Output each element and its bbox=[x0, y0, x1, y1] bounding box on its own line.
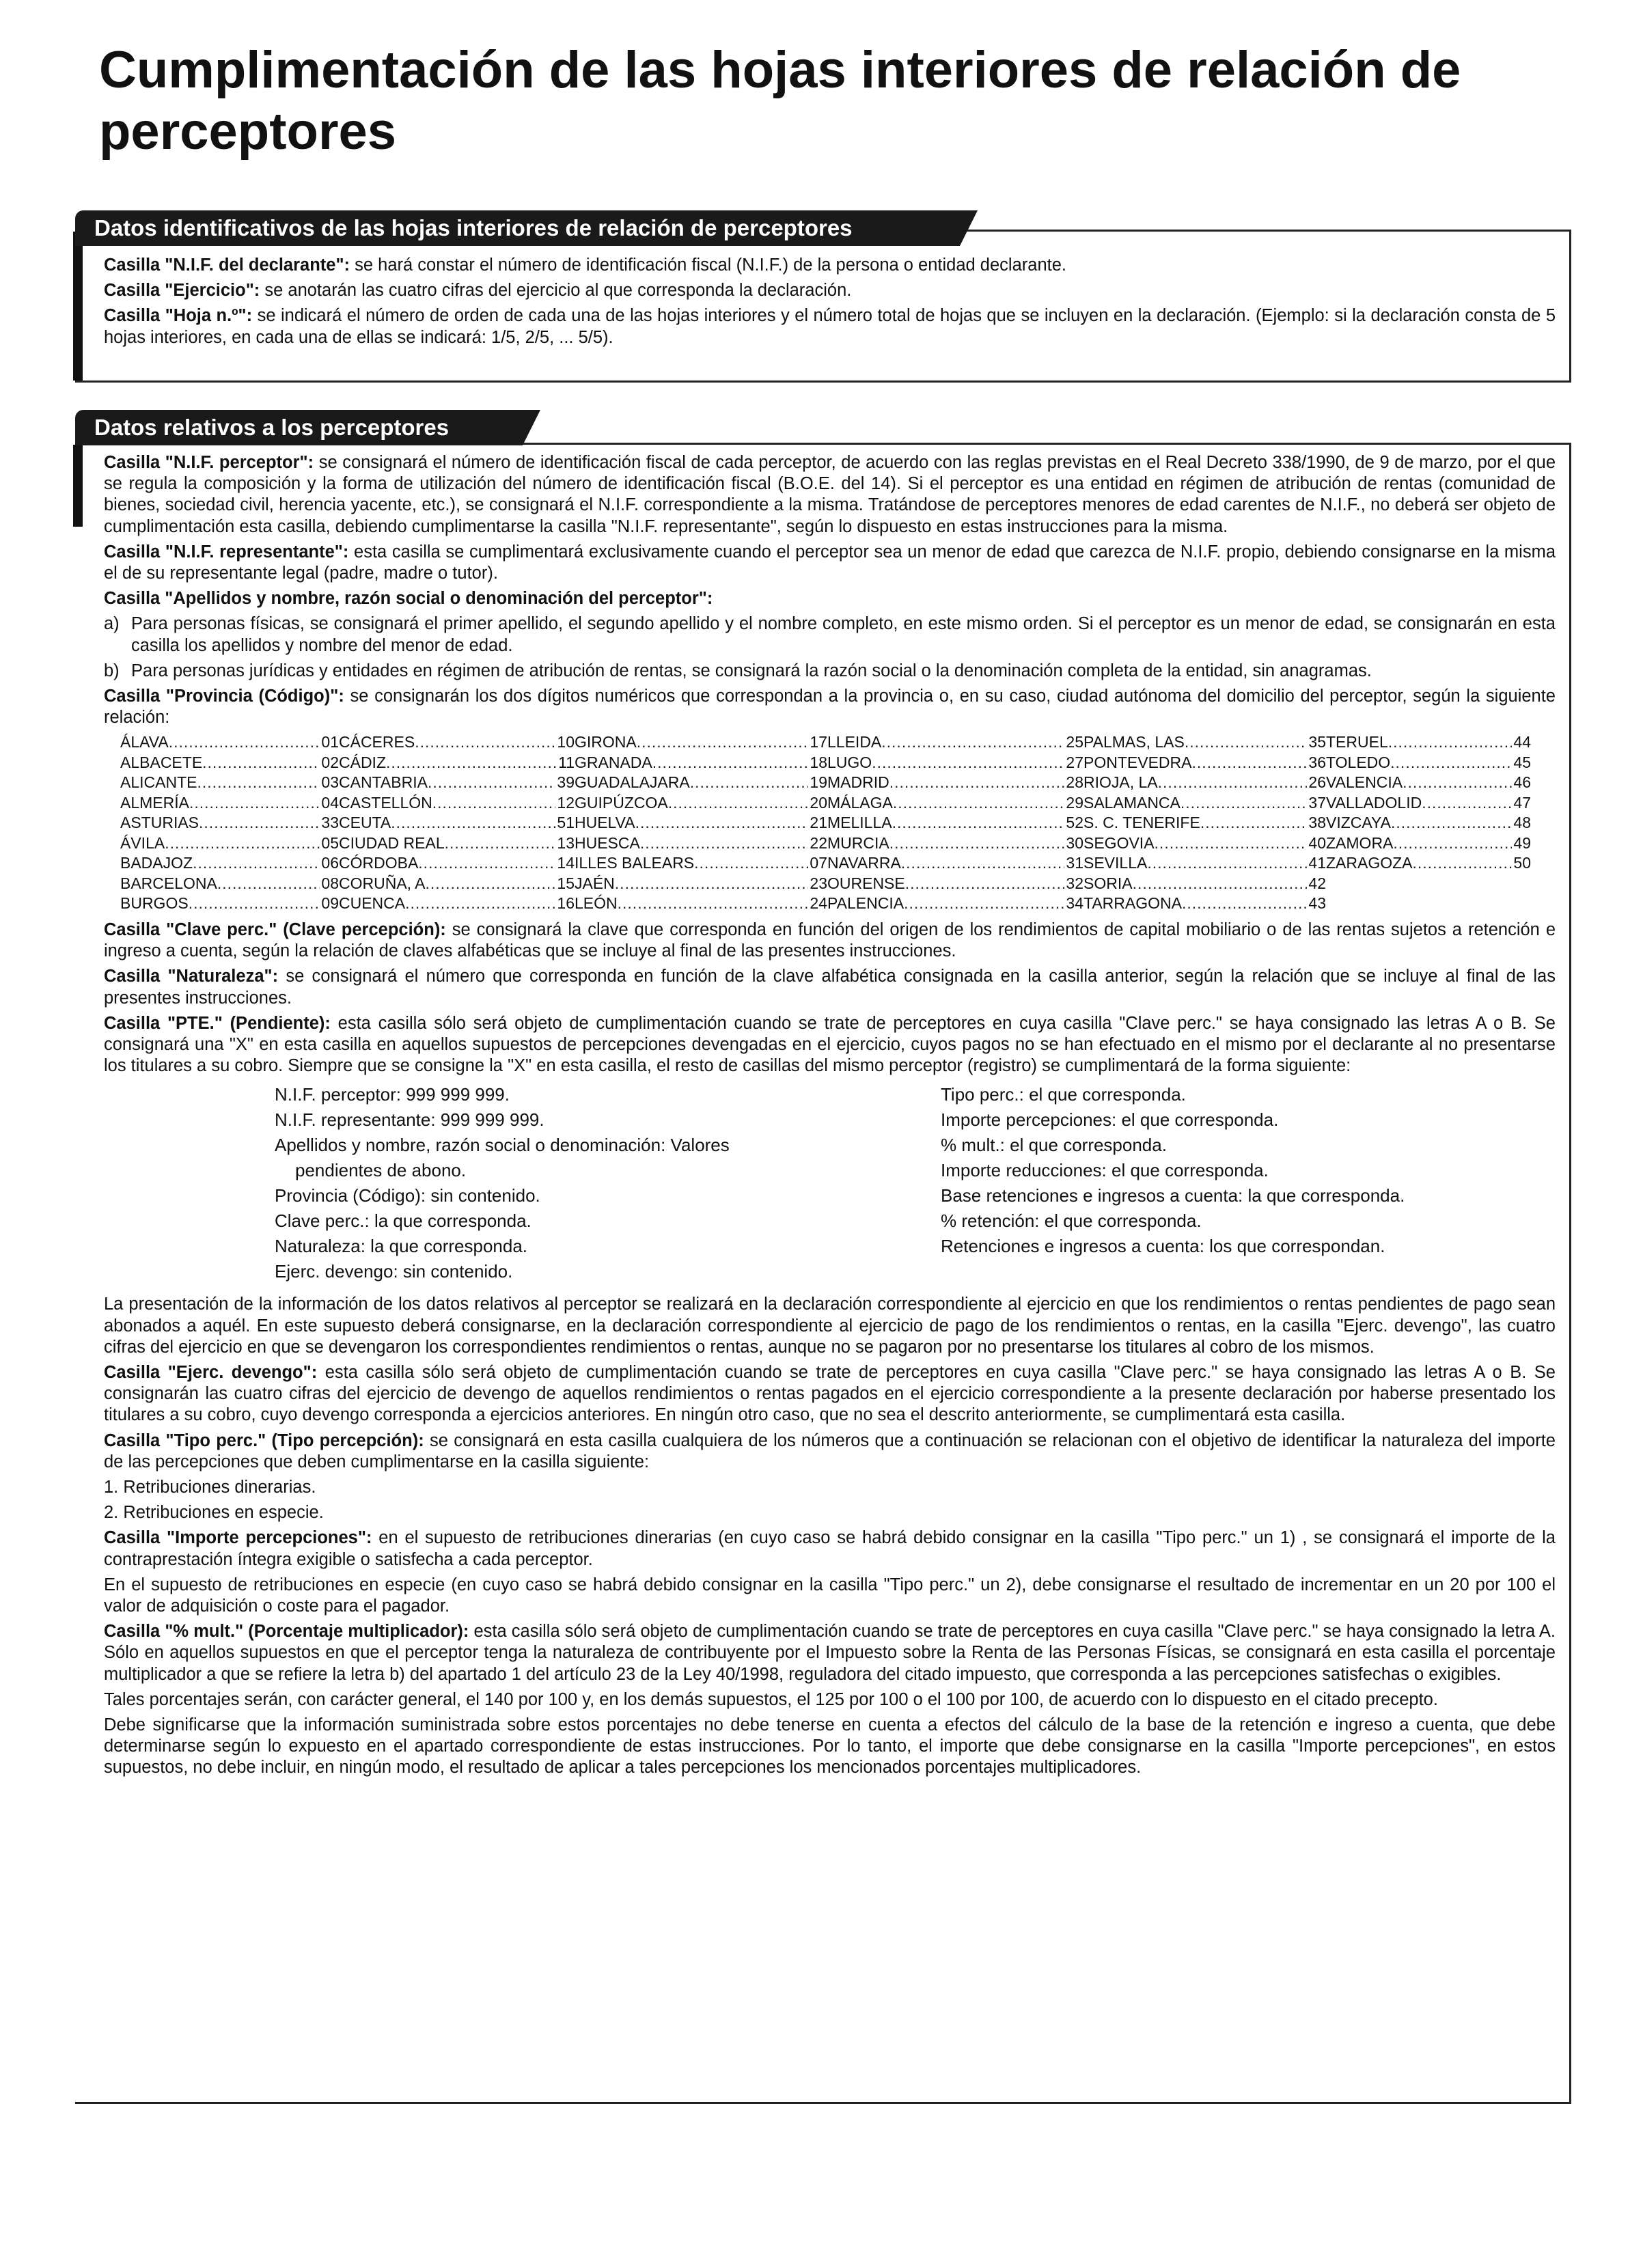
province-name: TERUEL bbox=[1326, 733, 1388, 751]
value-line: Provincia (Código): sin contenido. bbox=[275, 1185, 540, 1206]
leader-dots bbox=[418, 853, 555, 874]
pte-values-left-column bbox=[275, 1082, 941, 1284]
value-line: Apellidos y nombre, razón social o denominación: Valores bbox=[275, 1135, 730, 1156]
province-code: 33 bbox=[321, 814, 339, 832]
province-code: 10 bbox=[557, 733, 575, 751]
province-code: 31 bbox=[1066, 854, 1083, 872]
item-text: Para personas jurídicas y entidades en régimen de atribución de rentas, se consignará la razón social o la denominación completa de la entidad, sin anagramas. bbox=[131, 661, 1372, 680]
province-name: OURENSE bbox=[827, 874, 905, 892]
apellidos-label: Casilla "Apellidos y nombre, razón social o denominación del perceptor": bbox=[104, 589, 713, 609]
province-name: GRANADA bbox=[575, 753, 652, 771]
leader-dots bbox=[386, 753, 557, 773]
province-code-table bbox=[120, 732, 1556, 914]
leader-dots bbox=[1388, 732, 1513, 753]
province-code: 02 bbox=[321, 753, 339, 771]
leader-dots bbox=[904, 894, 1064, 914]
province-entry bbox=[1083, 853, 1326, 874]
section-accent-bar bbox=[73, 232, 83, 381]
province-name: BURGOS bbox=[120, 894, 189, 913]
leader-dots bbox=[637, 732, 809, 753]
leader-dots bbox=[1158, 773, 1308, 793]
province-name: CUENCA bbox=[339, 894, 406, 913]
leader-dots bbox=[415, 732, 555, 753]
leader-dots bbox=[652, 753, 809, 773]
leader-dots bbox=[1413, 853, 1513, 874]
province-code: 50 bbox=[1513, 854, 1531, 872]
province-code: 48 bbox=[1513, 814, 1531, 832]
province-name: LLEIDA bbox=[827, 733, 882, 751]
province-entry bbox=[339, 874, 575, 894]
province-entry bbox=[827, 793, 1083, 814]
province-name: MÁLAGA bbox=[827, 793, 893, 812]
province-name: CÁDIZ bbox=[339, 753, 386, 771]
province-code: 18 bbox=[810, 753, 827, 771]
leader-dots bbox=[1390, 753, 1512, 773]
leader-dots bbox=[1155, 833, 1308, 854]
tipo-option-1: 1. Retribuciones dinerarias. bbox=[104, 1477, 316, 1497]
value-line: Ejerc. devengo: sin contenido. bbox=[275, 1261, 513, 1282]
province-entry bbox=[120, 793, 339, 814]
province-name: ZAMORA bbox=[1326, 833, 1394, 852]
leader-dots bbox=[690, 773, 809, 793]
province-code: 21 bbox=[810, 814, 827, 832]
province-code: 52 bbox=[1066, 814, 1083, 832]
province-code: 32 bbox=[1066, 874, 1083, 892]
pte-paragraph bbox=[104, 1013, 1556, 1077]
province-code: 30 bbox=[1066, 833, 1083, 852]
province-name: PALENCIA bbox=[827, 894, 905, 913]
province-code: 47 bbox=[1513, 793, 1531, 812]
leader-dots bbox=[217, 874, 320, 894]
province-code: 49 bbox=[1513, 833, 1531, 852]
province-name: PALMAS, LAS bbox=[1083, 733, 1185, 751]
province-code: 13 bbox=[557, 833, 575, 852]
nif-declarante-text: se hará constar el número de identificación fiscal (N.I.F.) de la persona o entidad declarante. bbox=[350, 255, 1066, 275]
province-name: CIUDAD REAL bbox=[339, 833, 445, 852]
province-entry bbox=[827, 753, 1083, 773]
province-code: 45 bbox=[1513, 753, 1531, 771]
nif-representante-paragraph bbox=[104, 542, 1556, 584]
clave-paragraph bbox=[104, 919, 1556, 962]
hoja-text: se indicará el número de orden de cada una de las hojas interiores y el número total de hojas que se incluyen en la declaración. (Ejemplo: si la declaración consta de 5 hojas interiores, en cada una de ellas se indicará: 1/5, 2/5, ... 5/5). bbox=[104, 306, 1556, 347]
province-entry bbox=[575, 732, 827, 753]
nif-perceptor-paragraph bbox=[104, 452, 1556, 538]
province-name: VALENCIA bbox=[1326, 773, 1403, 792]
province-entry bbox=[1083, 793, 1326, 814]
leader-dots bbox=[889, 833, 1065, 854]
empty-cell bbox=[1326, 874, 1531, 894]
leader-dots bbox=[445, 833, 556, 854]
nif-representante-text: esta casilla se cumplimentará exclusivamente cuando el perceptor sea un menor de edad que carezca de N.I.F. propio, debiendo consignarse en la misma el de su representante legal (padre, madre o tutor). bbox=[104, 542, 1556, 583]
province-name: ASTURIAS bbox=[120, 814, 199, 832]
ejercicio-label: Casilla "Ejercicio": bbox=[104, 281, 260, 301]
province-name: TARRAGONA bbox=[1083, 894, 1182, 913]
leader-dots bbox=[615, 874, 809, 894]
ejerc-devengo-text: esta casilla sólo será objeto de cumplimentación cuando se trate de perceptores en cuya casilla "Clave perc." se haya consignado las letras A o B. Se consignarán las cuatro cifras del ejercicio de devengo de aquellos rendimientos o rentas pagados en el ejercicio correspondiente a la presente declaración por haberse presentado los titulares a su cobro, cuyo devengo corresponda a ejercicios anteriores. En ningún otro caso, que no sea el descrito anteriormente, se cumplimentará esta casilla. bbox=[104, 1362, 1556, 1425]
leader-dots bbox=[881, 732, 1064, 753]
nif-declarante-paragraph bbox=[104, 255, 1556, 276]
province-code: 41 bbox=[1308, 854, 1326, 872]
pte-label: Casilla "PTE." (Pendiente): bbox=[104, 1013, 331, 1033]
province-entry bbox=[575, 894, 827, 914]
value-line: Base retenciones e ingresos a cuenta: la que corresponda. bbox=[941, 1185, 1405, 1206]
ejerc-devengo-paragraph bbox=[104, 1362, 1556, 1426]
leader-dots bbox=[193, 853, 320, 874]
province-code: 12 bbox=[557, 793, 575, 812]
value-line: Retenciones e ingresos a cuenta: los que correspondan. bbox=[941, 1236, 1385, 1257]
naturaleza-text: se consignará el número que corresponda en función de la clave alfabética consignada en la casilla anterior, según la relación que se incluye al final de las presentes instrucciones. bbox=[104, 967, 1556, 1008]
province-name: LUGO bbox=[827, 753, 872, 771]
province-name: CÓRDOBA bbox=[339, 854, 419, 872]
leader-dots bbox=[892, 813, 1065, 833]
leader-dots bbox=[1200, 813, 1308, 833]
leader-dots bbox=[889, 773, 1065, 793]
province-entry bbox=[1326, 773, 1531, 793]
province-name: S. C. TENERIFE bbox=[1083, 814, 1200, 832]
province-code: 23 bbox=[810, 874, 827, 892]
hoja-label: Casilla "Hoja n.º": bbox=[104, 306, 253, 326]
importe-especie-paragraph: En el supuesto de retribuciones en especie (en cuyo caso se habrá debido consignar en la casilla "Tipo perc." un 2), debe consignarse el resultado de incrementar en un 20 por 100 el valor de adquisición o coste para el pagador. bbox=[104, 1575, 1556, 1616]
province-code: 29 bbox=[1066, 793, 1083, 812]
leader-dots bbox=[905, 874, 1065, 894]
value-line: Naturaleza: la que corresponda. bbox=[275, 1236, 528, 1257]
province-name: CANTABRIA bbox=[339, 773, 428, 792]
province-code: 43 bbox=[1308, 894, 1326, 913]
leader-dots bbox=[1182, 894, 1307, 914]
leader-dots bbox=[668, 793, 809, 814]
nif-declarante-label: Casilla "N.I.F. del declarante": bbox=[104, 255, 350, 275]
province-entry bbox=[339, 732, 575, 753]
province-entry bbox=[1083, 894, 1326, 914]
province-code: 17 bbox=[810, 733, 827, 751]
ejerc-devengo-label: Casilla "Ejerc. devengo": bbox=[104, 1362, 318, 1382]
nif-perceptor-label: Casilla "N.I.F. perceptor": bbox=[104, 453, 314, 472]
province-name: SEVILLA bbox=[1083, 854, 1148, 872]
leader-dots bbox=[694, 853, 808, 874]
province-name: GUADALAJARA bbox=[575, 773, 690, 792]
province-entry bbox=[339, 753, 575, 773]
pte-field-values bbox=[104, 1082, 1556, 1284]
province-code: 44 bbox=[1513, 733, 1531, 751]
importe-paragraph bbox=[104, 1527, 1556, 1570]
perceptores-section-content bbox=[104, 452, 1556, 1783]
leader-dots bbox=[1191, 753, 1307, 773]
province-code: 16 bbox=[557, 894, 575, 913]
leader-dots bbox=[1403, 773, 1512, 793]
province-entry bbox=[1083, 753, 1326, 773]
province-entry bbox=[1083, 773, 1326, 793]
province-entry bbox=[120, 853, 339, 874]
leader-dots bbox=[202, 753, 320, 773]
value-line: Importe percepciones: el que corresponda. bbox=[941, 1109, 1279, 1131]
importe-label: Casilla "Importe percepciones": bbox=[104, 1528, 372, 1548]
province-code: 15 bbox=[557, 874, 575, 892]
importe-text: en el supuesto de retribuciones dinerarias (en cuyo caso se habrá debido consignar en la casilla "Tipo perc." un 1) , se consignará el importe de la contraprestación íntegra exigible o satisfecha a cada perceptor. bbox=[104, 1528, 1556, 1569]
leader-dots bbox=[428, 773, 555, 793]
province-name: ALMERÍA bbox=[120, 793, 189, 812]
perceptores-section-tab: Datos relativos a los perceptores bbox=[75, 410, 523, 445]
leader-dots bbox=[432, 793, 556, 814]
leader-dots bbox=[1393, 833, 1512, 854]
province-code: 40 bbox=[1308, 833, 1326, 852]
province-name: HUELVA bbox=[575, 814, 635, 832]
province-entry bbox=[120, 894, 339, 914]
province-name: GUIPÚZCOA bbox=[575, 793, 668, 812]
province-code: 08 bbox=[321, 874, 339, 892]
province-name: CASTELLÓN bbox=[339, 793, 432, 812]
province-entry bbox=[827, 874, 1083, 894]
identification-section-tab: Datos identificativos de las hojas interiores de relación de perceptores bbox=[75, 210, 960, 246]
page-title: Cumplimentación de las hojas interiores de relación de perceptores bbox=[99, 41, 1461, 161]
province-code: 22 bbox=[810, 833, 827, 852]
section-accent-bar bbox=[73, 445, 83, 527]
province-name: HUESCA bbox=[575, 833, 640, 852]
mult-porcentajes-paragraph: Tales porcentajes serán, con carácter general, el 140 por 100 y, en los demás supuestos, el 125 por 100 o el 100 por 100, de acuerdo con lo dispuesto en el citado precepto. bbox=[104, 1689, 1438, 1709]
province-name: ZARAGOZA bbox=[1326, 854, 1413, 872]
leader-dots bbox=[391, 813, 555, 833]
province-entry bbox=[339, 773, 575, 793]
leader-dots bbox=[165, 833, 320, 854]
province-code: 26 bbox=[1308, 773, 1326, 792]
province-name: GIRONA bbox=[575, 733, 637, 751]
item-text: Para personas físicas, se consignará el primer apellido, el segundo apellido y el nombre completo, en este mismo orden. Si el perceptor es un menor de edad, se consignarán en esta casilla los apellidos y nombre del menor de edad. bbox=[131, 614, 1556, 655]
leader-dots bbox=[426, 874, 556, 894]
provincia-paragraph bbox=[104, 686, 1556, 728]
province-name: LEÓN bbox=[575, 894, 618, 913]
province-entry bbox=[575, 853, 827, 874]
province-entry bbox=[575, 813, 827, 833]
province-entry bbox=[1083, 874, 1326, 894]
province-name: RIOJA, LA bbox=[1083, 773, 1158, 792]
province-entry bbox=[1083, 732, 1326, 753]
province-name: BADAJOZ bbox=[120, 854, 193, 872]
province-code: 35 bbox=[1308, 733, 1326, 751]
province-code: 24 bbox=[810, 894, 827, 913]
leader-dots bbox=[1185, 732, 1308, 753]
province-name: JAÉN bbox=[575, 874, 615, 892]
leader-dots bbox=[199, 813, 320, 833]
naturaleza-paragraph bbox=[104, 966, 1556, 1008]
province-code: 09 bbox=[321, 894, 339, 913]
province-entry bbox=[1326, 813, 1531, 833]
province-code: 51 bbox=[557, 814, 575, 832]
province-entry bbox=[339, 793, 575, 814]
province-entry bbox=[827, 773, 1083, 793]
tipo-perc-label: Casilla "Tipo perc." (Tipo percepción): bbox=[104, 1430, 424, 1450]
naturaleza-label: Casilla "Naturaleza": bbox=[104, 967, 279, 986]
province-code: 11 bbox=[558, 753, 575, 771]
province-entry bbox=[1326, 833, 1531, 854]
value-line: Tipo perc.: el que corresponda. bbox=[941, 1084, 1186, 1105]
province-entry bbox=[827, 894, 1083, 914]
empty-cell bbox=[1326, 894, 1531, 914]
province-name: ALICANTE bbox=[120, 773, 197, 792]
province-name: VALLADOLID bbox=[1326, 793, 1422, 812]
pte-text: esta casilla sólo será objeto de cumplimentación cuando se trate de perceptores en cuya casilla "Clave perc." se haya consignado las letras A o B. Se consignará una "X" en esta casilla en aquellos supuestos de percepciones devengadas en el ejercicio, cuyos pagos no se han efectuado en el mismo por el declarante al no presentarse los titulares a su cobro. Siempre que se consigne la "X" en esta casilla, el resto de casillas del mismo perceptor (registro) se cumplimentará de la forma siguiente: bbox=[104, 1013, 1556, 1076]
item-marker: a) bbox=[104, 614, 120, 634]
province-code: 01 bbox=[321, 733, 339, 751]
leader-dots bbox=[893, 793, 1065, 814]
province-code: 27 bbox=[1066, 753, 1083, 771]
province-entry bbox=[120, 732, 339, 753]
province-code: 46 bbox=[1513, 773, 1531, 792]
province-name: MADRID bbox=[827, 773, 889, 792]
clave-text: se consignará la clave que corresponda en función del origen de los rendimientos de capital mobiliario o de las rentas sujetos a retención e ingreso a cuenta, según la relación de claves alfabéticas que se incluye al final de las presentes instrucciones. bbox=[104, 919, 1556, 961]
value-line: % retención: el que corresponda. bbox=[941, 1211, 1202, 1232]
province-name: SORIA bbox=[1083, 874, 1133, 892]
tipo-perc-paragraph bbox=[104, 1430, 1556, 1473]
province-code: 38 bbox=[1308, 814, 1326, 832]
value-line: % mult.: el que corresponda. bbox=[941, 1135, 1167, 1156]
province-name: MURCIA bbox=[827, 833, 889, 852]
nif-representante-label: Casilla "N.I.F. representante": bbox=[104, 542, 349, 562]
apellidos-item-b bbox=[104, 661, 1556, 682]
leader-dots bbox=[1147, 853, 1307, 874]
province-code: 04 bbox=[321, 793, 339, 812]
value-line: Importe reducciones: el que corresponda. bbox=[941, 1160, 1269, 1181]
pte-values-right-column bbox=[941, 1082, 1556, 1284]
province-entry bbox=[1326, 753, 1531, 773]
mult-significarse-paragraph: Debe significarse que la información suministrada sobre estos porcentajes no debe tenerse en cuenta a efectos del cálculo de la base de la retención e ingreso a cuenta, que debe determinarse según lo expuesto en el apartado correspondiente de estas instrucciones. Por lo tanto, el importe que debe consignarse en la casilla "Importe percepciones", en estos supuestos, no debe incluir, en ningún modo, el resultado de aplicar a tales percepciones los mencionados porcentajes multiplicadores. bbox=[104, 1715, 1556, 1778]
hoja-paragraph bbox=[104, 305, 1556, 348]
leader-dots bbox=[1391, 813, 1512, 833]
province-name: ÁVILA bbox=[120, 833, 165, 852]
mult-label: Casilla "% mult." (Porcentaje multiplicador): bbox=[104, 1622, 469, 1642]
value-line: N.I.F. perceptor: 999 999 999. bbox=[275, 1084, 510, 1105]
province-entry bbox=[1083, 813, 1326, 833]
item-marker: b) bbox=[104, 661, 120, 680]
province-name: MELILLA bbox=[827, 814, 892, 832]
leader-dots bbox=[405, 894, 555, 914]
province-entry bbox=[1326, 853, 1531, 874]
province-name: CEUTA bbox=[339, 814, 391, 832]
province-code: 28 bbox=[1066, 773, 1083, 792]
province-code: 25 bbox=[1066, 733, 1083, 751]
province-entry bbox=[575, 874, 827, 894]
value-line: N.I.F. representante: 999 999 999. bbox=[275, 1109, 544, 1131]
province-entry bbox=[575, 753, 827, 773]
leader-dots bbox=[1422, 793, 1512, 814]
leader-dots bbox=[189, 894, 320, 914]
province-name: ALBACETE bbox=[120, 753, 203, 771]
apellidos-paragraph bbox=[104, 588, 1556, 609]
province-entry bbox=[827, 813, 1083, 833]
province-entry bbox=[339, 813, 575, 833]
province-code: 19 bbox=[810, 773, 827, 792]
leader-dots bbox=[872, 753, 1064, 773]
province-entry bbox=[120, 773, 339, 793]
province-entry bbox=[827, 853, 1083, 874]
leader-dots bbox=[618, 894, 809, 914]
province-entry bbox=[575, 773, 827, 793]
ejercicio-paragraph bbox=[104, 280, 1556, 301]
province-name: SALAMANCA bbox=[1083, 793, 1181, 812]
tipo-perc-text: se consignará en esta casilla cualquiera de los números que a continuación se relacionan con el objetivo de identificar la naturaleza del importe de las percepciones que deben cumplimentarse en la casilla siguiente: bbox=[104, 1430, 1556, 1471]
tipo-option-2: 2. Retribuciones en especie. bbox=[104, 1503, 324, 1523]
mult-paragraph bbox=[104, 1621, 1556, 1685]
province-entry bbox=[575, 793, 827, 814]
province-entry bbox=[1326, 732, 1531, 753]
nif-perceptor-text: se consignará el número de identificación fiscal de cada perceptor, de acuerdo con las reglas previstas en el Real Decreto 338/1990, de 9 de marzo, por el que se regula la composición y la forma de utilización del número de identificación fiscal (B.O.E. del 14). Si el perceptor es una entidad en régimen de atribución de rentas (comunidad de bienes, sociedad civil, herencia yacente, etc.), se consignará el N.I.F. correspondiente a la misma. Tratándose de perceptores menores de edad carentes de N.I.F., no deberá ser objeto de cumplimentación esta casilla, debiendo cumplimentarse la casilla "N.I.F. representante", según lo dispuesto en estas instrucciones para la misma. bbox=[104, 453, 1556, 536]
leader-dots bbox=[640, 833, 809, 854]
value-line: Clave perc.: la que corresponda. bbox=[275, 1211, 531, 1232]
province-name: BARCELONA bbox=[120, 874, 217, 892]
province-code: 14 bbox=[557, 854, 575, 872]
province-name: CÁCERES bbox=[339, 733, 415, 751]
province-entry bbox=[120, 813, 339, 833]
provincia-label: Casilla "Provincia (Código)": bbox=[104, 687, 344, 706]
province-entry bbox=[339, 833, 575, 854]
province-entry bbox=[1083, 833, 1326, 854]
provincia-text: se consignarán los dos dígitos numéricos que correspondan a la provincia o, en su caso, ciudad autónoma del domicilio del perceptor, según la siguiente relación: bbox=[104, 687, 1556, 728]
province-name: NAVARRA bbox=[827, 854, 901, 872]
province-code: 03 bbox=[321, 773, 339, 792]
province-code: 07 bbox=[810, 854, 827, 872]
province-name: SEGOVIA bbox=[1083, 833, 1155, 852]
value-line: pendientes de abono. bbox=[295, 1160, 467, 1181]
province-entry bbox=[339, 894, 575, 914]
province-code: 05 bbox=[321, 833, 339, 852]
province-entry bbox=[827, 732, 1083, 753]
province-entry bbox=[120, 833, 339, 854]
province-code: 39 bbox=[557, 773, 575, 792]
province-code: 42 bbox=[1308, 874, 1326, 892]
leader-dots bbox=[1133, 874, 1308, 894]
province-code: 06 bbox=[321, 854, 339, 872]
province-code: 20 bbox=[810, 793, 827, 812]
presentacion-paragraph: La presentación de la información de los datos relativos al perceptor se realizará en la declaración correspondiente al ejercicio en que los rendimientos o rentas pendientes de pago sean abonados a aquél. En este supuesto deberá consignarse, en la declaración correspondiente al ejercicio de pago de los rendimientos o rentas, en la casilla "Ejerc. devengo", las cuatro cifras del ejercicio en que se devengaron los correspondientes rendimientos o rentas, aunque no se pagaron por no presentarse los titulares al cobro de los mismos. bbox=[104, 1295, 1556, 1357]
province-code: 36 bbox=[1308, 753, 1326, 771]
province-entry bbox=[120, 874, 339, 894]
province-name: ÁLAVA bbox=[120, 733, 169, 751]
leader-dots bbox=[1181, 793, 1308, 814]
leader-dots bbox=[189, 793, 320, 814]
apellidos-item-a bbox=[104, 613, 1556, 656]
province-name: CORUÑA, A bbox=[339, 874, 426, 892]
province-name: VIZCAYA bbox=[1326, 814, 1391, 832]
ejercicio-text: se anotarán las cuatro cifras del ejercicio al que corresponda la declaración. bbox=[260, 281, 852, 301]
province-code: 34 bbox=[1066, 894, 1083, 913]
province-entry bbox=[1326, 793, 1531, 814]
province-entry bbox=[575, 833, 827, 854]
province-code: 37 bbox=[1308, 793, 1326, 812]
province-name: TOLEDO bbox=[1326, 753, 1391, 771]
province-name: PONTEVEDRA bbox=[1083, 753, 1192, 771]
province-name: ILLES BALEARS bbox=[575, 854, 695, 872]
leader-dots bbox=[169, 732, 320, 753]
province-entry bbox=[339, 853, 575, 874]
clave-label: Casilla "Clave perc." (Clave percepción): bbox=[104, 919, 446, 939]
leader-dots bbox=[901, 853, 1065, 874]
identification-section-content bbox=[104, 255, 1556, 352]
leader-dots bbox=[635, 813, 809, 833]
province-entry bbox=[120, 753, 339, 773]
mult-text: esta casilla sólo será objeto de cumplimentación cuando se trate de perceptores en cuya casilla "Clave perc." se haya consignado la letra A. Sólo en aquellos supuestos en que el perceptor tenga la naturaleza de contribuyente por el Impuesto sobre la Renta de las Personas Físicas, se consignará en esta casilla el porcentaje multiplicador a que se refiere la letra b) del apartado 1 del artículo 23 de la Ley 40/1998, reguladora del citado impuesto, que corresponda a las percepciones satisfechas o exigibles. bbox=[104, 1622, 1556, 1684]
leader-dots bbox=[197, 773, 320, 793]
province-entry bbox=[827, 833, 1083, 854]
